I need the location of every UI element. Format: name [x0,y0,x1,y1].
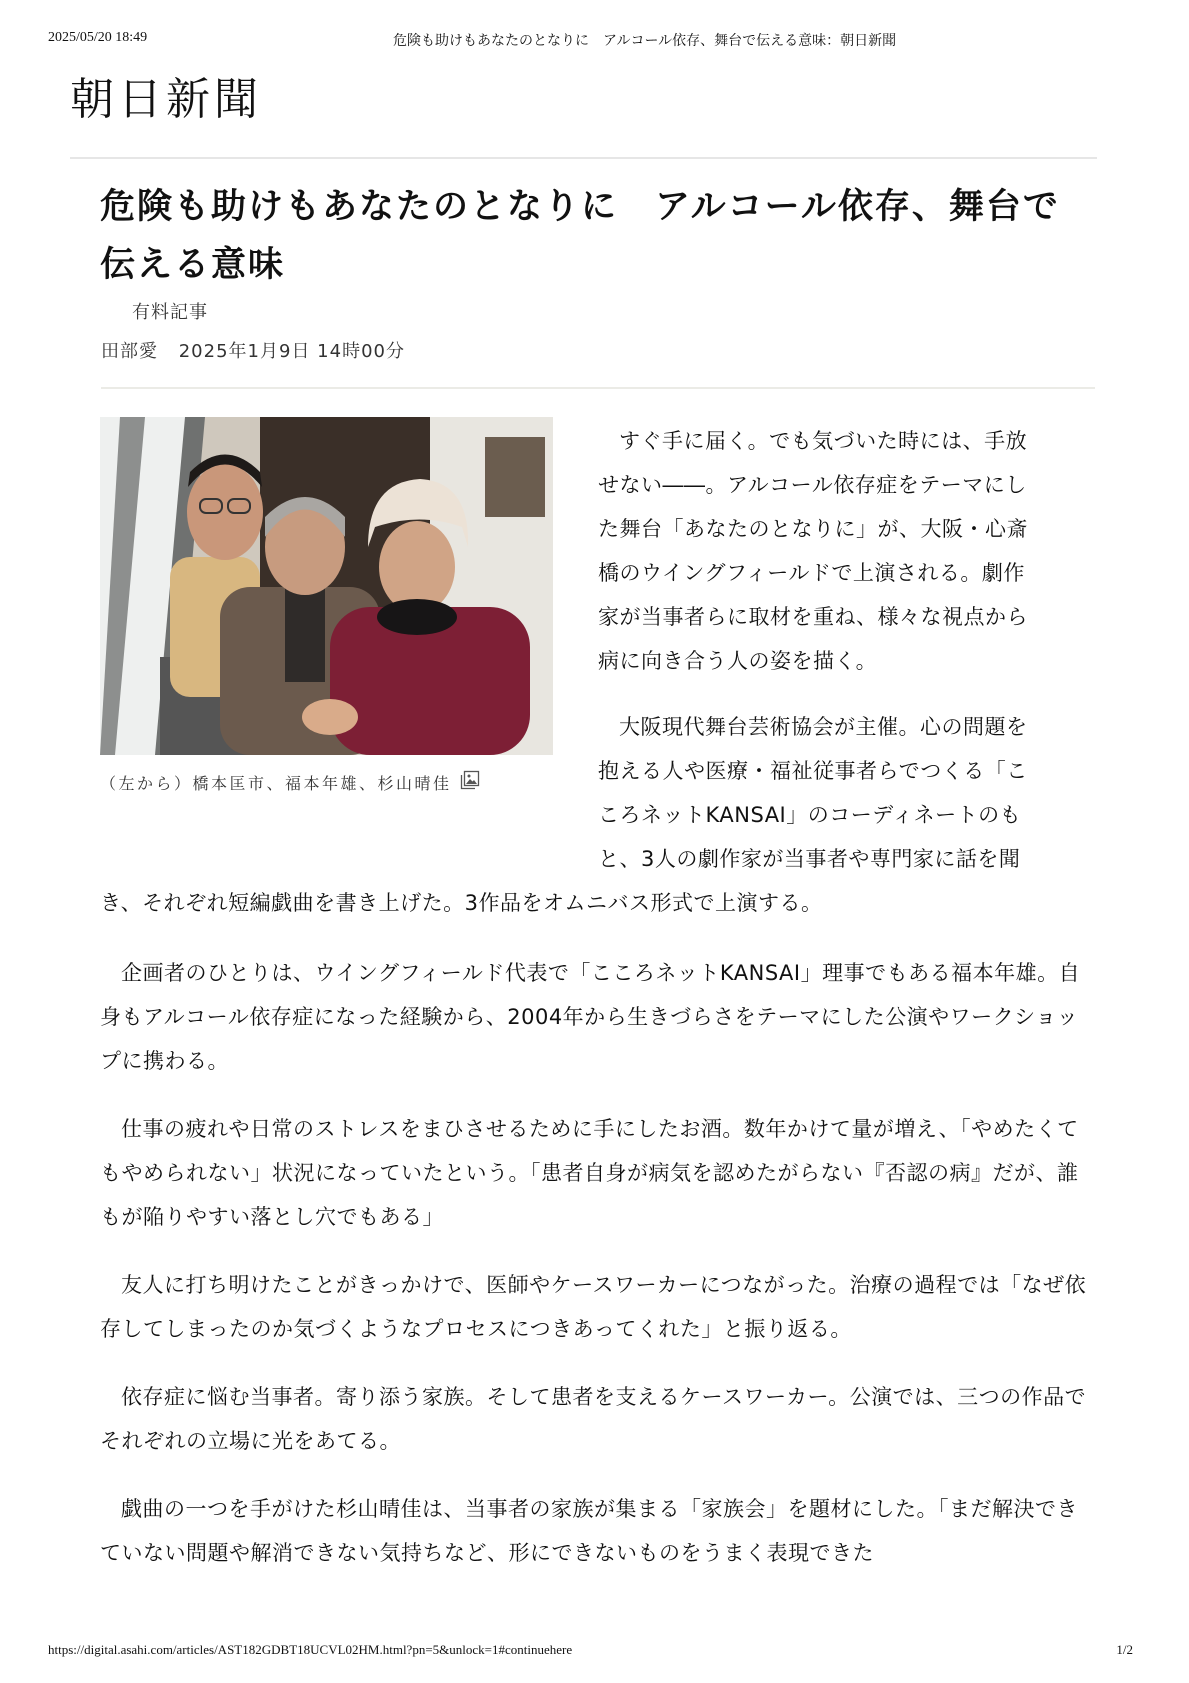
paragraph-text: 依存症に悩む当事者。寄り添う家族。そして患者を支えるケースワーカー。公演では、三つの作品でそれぞれの立場に光をあてる。 [100,1385,1087,1453]
paid-article-badge: 有料記事 [132,302,208,323]
article-paragraph [100,1263,1090,1351]
paragraph-line: 病に向き合う人の姿を描く。 [598,649,878,673]
paragraph-line: ころネットKANSAI」のコーディネートのも [598,803,1022,827]
caption-text: （左から）橋本匡市、福本年雄、杉山晴佳 [100,773,452,793]
publish-date: 2025年1月9日 14時00分 [178,341,405,362]
article-paragraph-continued [100,881,1090,925]
paragraph-text: 友人に打ち明けたことがきっかけで、医師やケースワーカーにつながった。治療の過程では「なぜ依存してしまったのか気づくようなプロセスにつきあってくれた」と振り返る。 [100,1273,1087,1341]
paragraph-line: 大阪現代舞台芸術協会が主催。心の問題を [619,715,1028,739]
meta-divider [101,387,1095,389]
page-number: 1/2 [1116,1642,1133,1657]
byline [101,337,419,363]
page-url[interactable]: https://digital.asahi.com/articles/AST182GDBT18UCVL02HM.html?pn=5&unlock=1#continuehere [48,1642,573,1657]
article-paragraph [100,951,1090,1083]
article-paragraph [100,1487,1090,1575]
article-headline: 危険も助けもあなたのとなりに アルコール依存、舞台で伝える意味 [100,187,1060,285]
paragraph-line: せない――。アルコール依存症をテーマにし [598,473,1027,497]
article-paragraph [598,705,1090,881]
print-datetime: 2025/05/20 18:49 [48,30,148,45]
paragraph-line: 抱える人や医療・福祉従事者らでつくる「こ [598,759,1028,783]
print-header [48,30,1141,54]
asahi-logo[interactable]: 朝日新聞 [70,74,262,125]
article-paragraph [100,1375,1090,1463]
print-footer [48,1642,1141,1662]
print-page-title: 危険も助けもあなたのとなりに アルコール依存、舞台で伝える意味：朝日新聞 [393,34,897,49]
photo-illustration [100,417,553,755]
paragraph-text: 仕事の疲れや日常のストレスをまひさせるために手にしたお酒。数年かけて量が増え、「やめたくてもやめられない」状況になっていたという。「患者自身が病気を認めたがらない『否認の病』だが、誰もが陥りやすい落とし穴でもある」 [100,1117,1079,1229]
paragraph-line: き、それぞれ短編戯曲を書き上げた。3作品をオムニバス形式で上演する。 [100,891,823,915]
paragraph-line: 家が当事者らに取材を重ね、様々な視点から [598,605,1028,629]
paragraph-line: すぐ手に届く。でも気づいた時には、手放 [619,429,1028,453]
paragraph-text: 戯曲の一つを手がけた杉山晴佳は、当事者の家族が集まる「家族会」を題材にした。「まだ解決できていない問題や解消できない気持ちなど、形にできないものをうまく表現できた [100,1497,1078,1565]
photo-caption [100,770,560,794]
paragraph-line: た舞台「あなたのとなりに」が、大阪・心斎 [598,517,1028,541]
paragraph-line: 橋のウイングフィールドで上演される。劇作 [598,561,1025,585]
masthead-divider [70,157,1097,159]
paragraph-text: 企画者のひとりは、ウイングフィールド代表で「こころネットKANSAI」理事でもある福本年雄。自身もアルコール依存症になった経験から、2004年から生きづらさをテーマにした公演やワークショップに携わる。 [100,961,1081,1073]
author-name[interactable]: 田部愛 [101,341,158,362]
article-photo[interactable] [100,417,553,755]
paragraph-line: と、3人の劇作家が当事者や専門家に話を聞 [598,847,1021,871]
image-gallery-icon[interactable] [460,770,480,794]
article-paragraph [598,419,1090,683]
article-paragraph [100,1107,1090,1239]
